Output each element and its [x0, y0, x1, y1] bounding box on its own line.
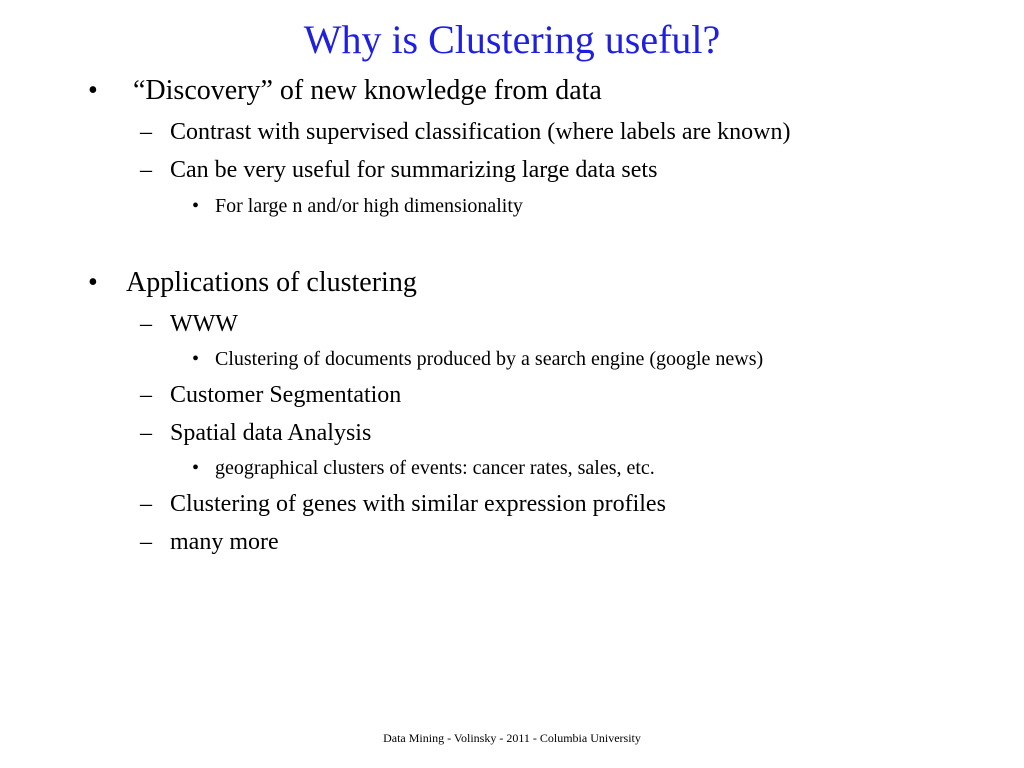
dash-marker: – — [140, 420, 152, 446]
dash-marker: – — [140, 529, 152, 555]
subitem-genes: Clustering of genes with similar expression profiles — [170, 491, 666, 517]
bullet-marker: • — [88, 267, 98, 298]
dash-marker: – — [140, 382, 152, 408]
bullet-marker: • — [192, 348, 200, 370]
subitem-summarizing: Can be very useful for summarizing large data sets — [170, 157, 658, 183]
subitem-www: WWW — [170, 311, 238, 337]
subitem-contrast: Contrast with supervised classification (where labels are known) — [170, 119, 791, 145]
slide-title: Why is Clustering useful? — [303, 17, 721, 62]
bullet-marker: • — [192, 195, 200, 217]
dash-marker: – — [140, 119, 152, 145]
bullet-applications: Applications of clustering — [126, 267, 417, 298]
subsubitem-documents: Clustering of documents produced by a search engine (google news) — [215, 348, 764, 370]
subitem-spatial-analysis: Spatial data Analysis — [170, 420, 372, 446]
slide-footer: Data Mining - Volinsky - 2011 - Columbia University — [383, 731, 641, 745]
bullet-discovery: “Discovery” of new knowledge from data — [133, 75, 602, 106]
subsubitem-geographical: geographical clusters of events: cancer rates, sales, etc. — [215, 457, 655, 479]
dash-marker: – — [140, 491, 152, 517]
bullet-marker: • — [88, 75, 98, 106]
dash-marker: – — [140, 311, 152, 337]
subsubitem-large-n: For large n and/or high dimensionality — [215, 195, 523, 217]
subitem-customer-segmentation: Customer Segmentation — [170, 382, 402, 408]
subitem-many-more: many more — [170, 529, 279, 555]
bullet-marker: • — [192, 457, 200, 479]
dash-marker: – — [140, 157, 152, 183]
